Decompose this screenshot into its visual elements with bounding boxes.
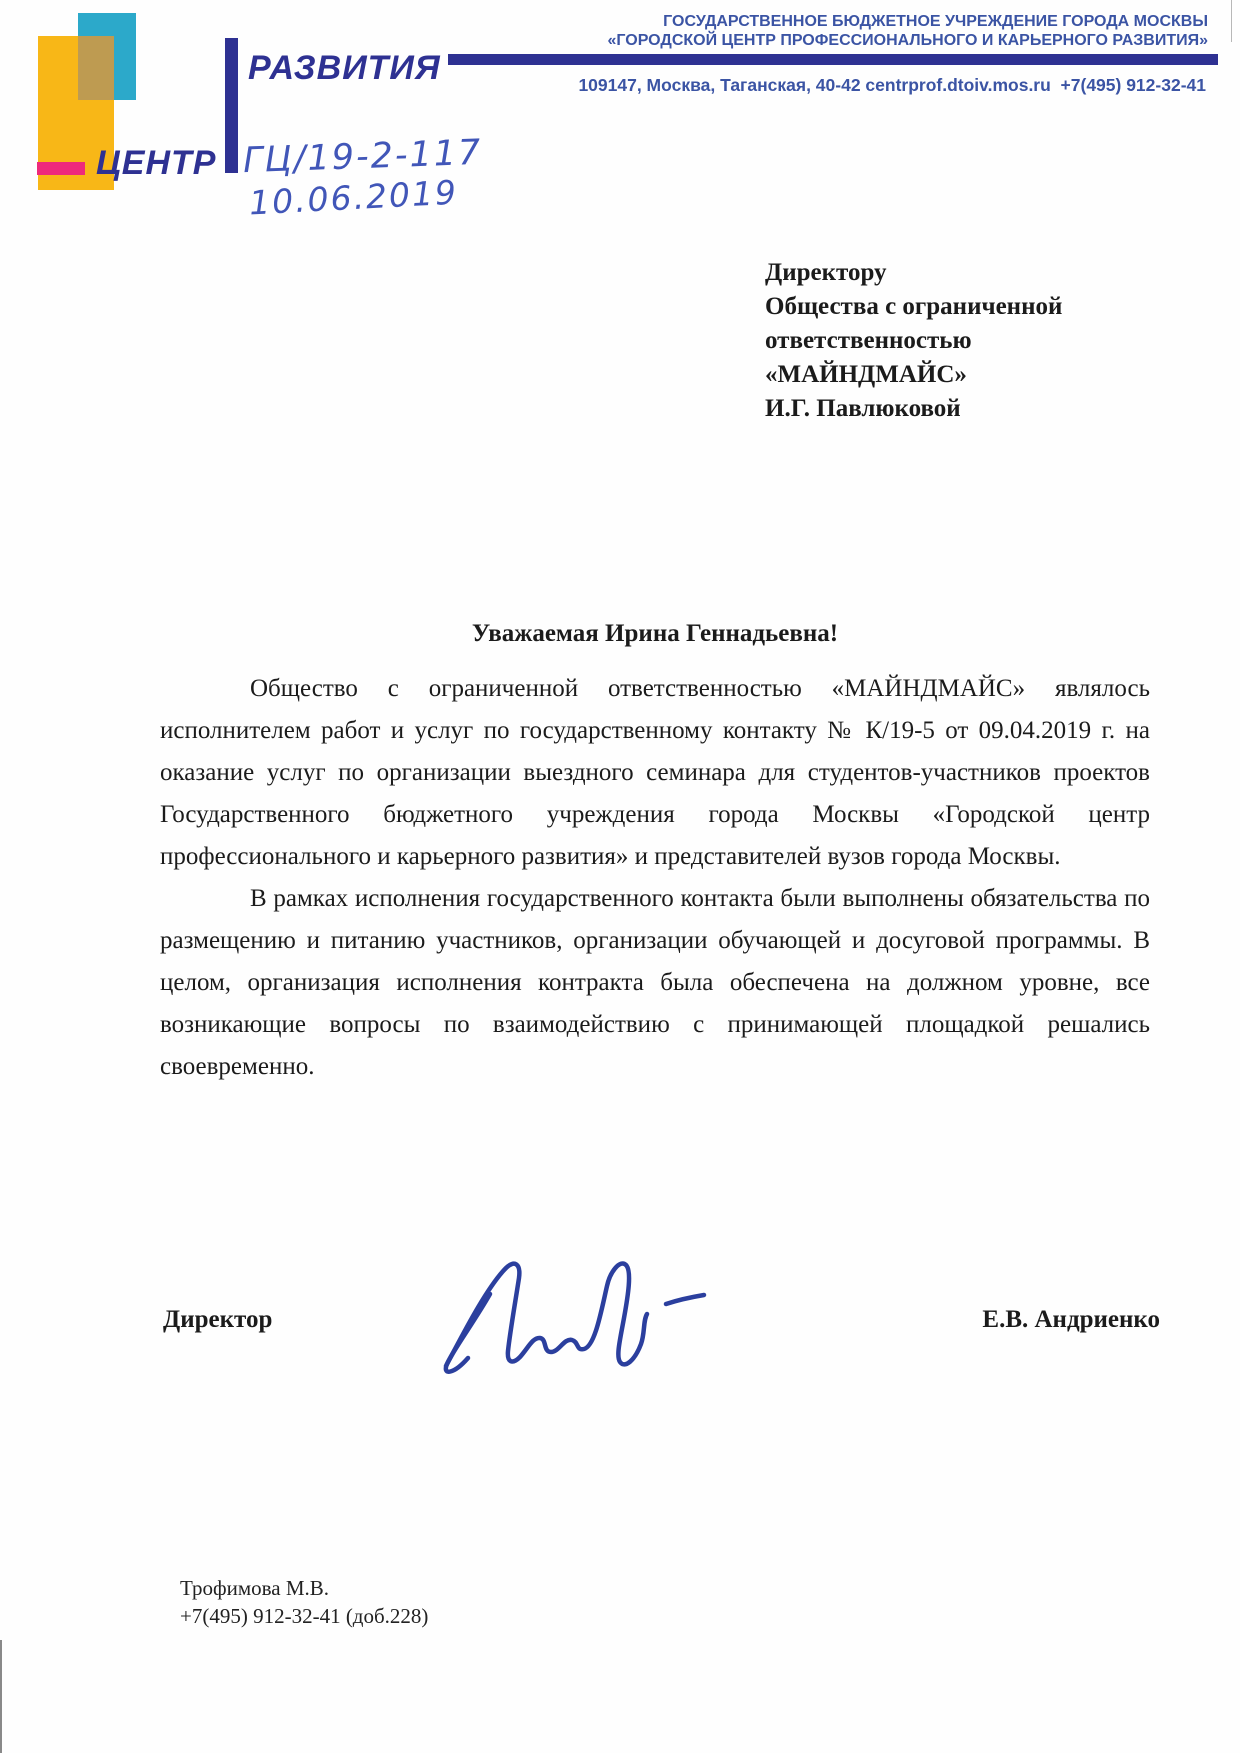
org-address-line: 109147, Москва, Таганская, 40-42 centrprof.dtoiv.mos.ru +7(495) 912-32-41 — [578, 75, 1206, 95]
recipient-line: «МАЙНДМАЙС» — [765, 361, 967, 388]
recipient-line: Общества с ограниченной — [765, 293, 1063, 320]
header-rule — [448, 54, 1218, 65]
salutation: Уважаемая Ирина Геннадьевна! — [471, 620, 839, 647]
logo-vertical-bar — [225, 38, 238, 173]
scan-edge-artifact — [1231, 0, 1232, 42]
handwritten-registration-date: 10.06.2019 — [248, 172, 459, 223]
signer-name: Е.В. Андриенко — [982, 1306, 1160, 1333]
executor-block — [180, 1574, 428, 1630]
logo-pink-bar-icon — [37, 162, 85, 175]
logo-word-centre: ЦЕНТР — [96, 144, 217, 182]
body-paragraph: Общество с ограниченной ответственностью «МАЙНДМАЙС» являлось исполнителем работ и услуг по государственному контакту № К/19-5 от 09.04.2019 г. на оказание услуг по организации выездного семинара для студентов-участников проектов Государственного бюджетного учреждения города Москвы «Городской центр профессионального и карьерного развития» и представителей вузов города Москвы. — [160, 675, 1150, 870]
logo-word-razvitiya: РАЗВИТИЯ — [248, 49, 441, 87]
signature-scribble-icon — [430, 1252, 740, 1382]
executor-phone: +7(495) 912-32-41 (доб.228) — [180, 1604, 429, 1628]
letter-body — [160, 668, 1150, 1088]
handwritten-registration-number: ГЦ/19-2-117 — [242, 132, 483, 182]
org-name-line2: «ГОРОДСКОЙ ЦЕНТР ПРОФЕССИОНАЛЬНОГО И КАРЬЕРНОГО РАЗВИТИЯ» — [607, 32, 1208, 49]
org-name-line1: ГОСУДАРСТВЕННОЕ БЮДЖЕТНОЕ УЧРЕЖДЕНИЕ ГОРОДА МОСКВЫ — [663, 13, 1208, 30]
recipient-line: ответственностью — [765, 327, 972, 354]
org-name-block — [448, 12, 1208, 50]
executor-name: Трофимова М.В. — [180, 1576, 330, 1600]
body-paragraph: В рамках исполнения государственного контакта были выполнены обязательства по размещению и питанию участников, организации обучающей и досуговой программы. В целом, организация исполнения контракта была обеспечена на должном уровне, все возникающие вопросы по взаимодействию с принимающей площадкой решались своевременно. — [160, 885, 1150, 1080]
signer-position-title: Директор — [163, 1306, 273, 1333]
recipient-line: И.Г. Павлюковой — [765, 395, 961, 422]
recipient-block — [765, 256, 1105, 426]
recipient-line: Директору — [765, 259, 887, 286]
logo-overlap-rectangle-icon — [78, 36, 114, 100]
scan-edge-artifact — [0, 1640, 2, 1753]
